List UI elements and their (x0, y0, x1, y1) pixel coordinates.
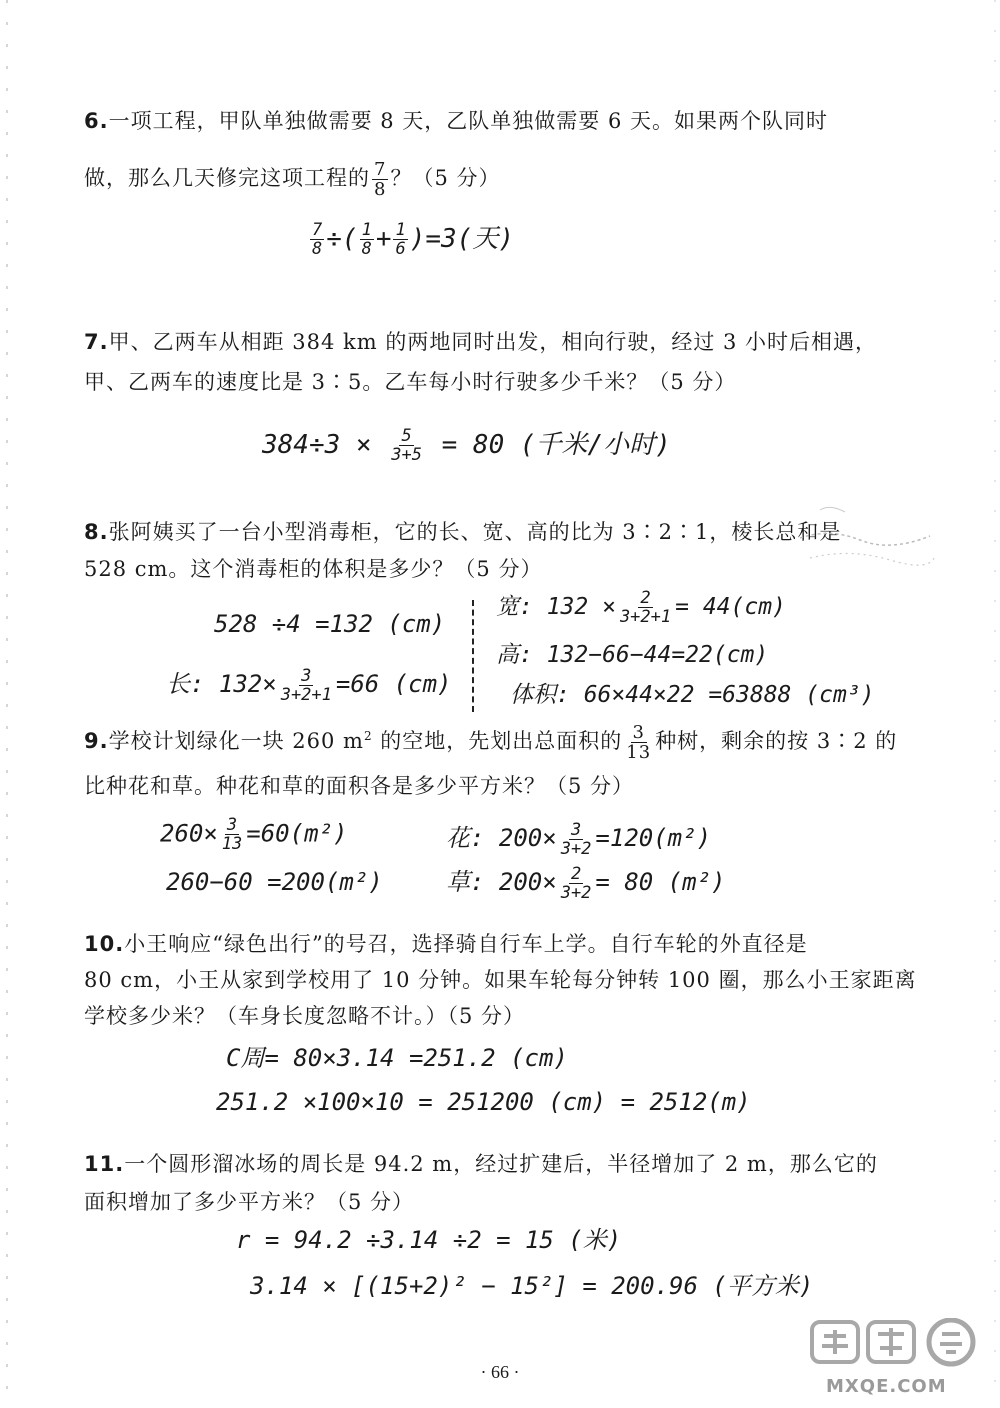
fraction-numerator: 3 (226, 815, 238, 835)
superscript: 2 (363, 729, 373, 743)
fraction-numerator: 7 (312, 220, 323, 240)
fraction-numerator: 3 (301, 665, 312, 686)
question-11-answer-radius: r = 94.2 ÷3.14 ÷2 = 15 (米) (236, 1226, 622, 1254)
answer-part: 384÷3 × (262, 430, 372, 460)
answer-result: = 80 (m²) (595, 868, 726, 896)
question-11-text-2: 面积增加了多少平方米？（5 分） (84, 1190, 415, 1214)
question-7-number: 7. (84, 330, 109, 354)
question-10-line-2 (84, 966, 924, 994)
question-8-answer-perimeter: 528 ÷4 =132 (cm) (214, 610, 446, 638)
question-8-answer-volume: 体积: 66×44×22 =63888 (cm³) (510, 682, 875, 708)
fraction-denominator: 13 (626, 742, 652, 763)
question-9-line-1 (84, 722, 924, 762)
answer-result: = 44(cm) (675, 594, 786, 620)
question-6-text: 一项工程，甲队单独做需要 8 天，乙队单独做需要 6 天。如果两个队同时 (108, 109, 829, 133)
question-9-number: 9. (84, 729, 109, 753)
fraction-denominator: 3+5 (391, 445, 422, 465)
fraction-numerator: 1 (395, 220, 406, 240)
question-8-text: 张阿姨买了一台小型消毒柜，它的长、宽、高的比为 3∶2∶1，棱长总和是 (108, 520, 842, 544)
fraction-numerator: 1 (361, 220, 372, 240)
question-11-number: 11. (84, 1152, 125, 1176)
question-7-text: 甲、乙两车从相距 384 km 的两地同时出发，相向行驶，经过 3 小时后相遇， (108, 330, 878, 354)
question-10-answer-circumference: C周= 80×3.14 =251.2 (cm) (226, 1044, 568, 1072)
question-9-text-mid: 的空地，先划出总面积的 (372, 729, 623, 753)
question-10-line-1 (84, 930, 924, 958)
answer-part: 长: 132× (166, 670, 277, 698)
fraction-denominator: 8 (312, 239, 323, 259)
pencil-scribble-mark (790, 498, 940, 578)
fraction-numerator: 5 (401, 426, 412, 446)
fraction-denominator: 6 (395, 239, 406, 259)
answer-result: = 80 (千米/小时) (441, 430, 671, 460)
answer-part: 宽: 132 × (496, 594, 616, 620)
answer-result: )=3(天) (409, 224, 514, 254)
answer-operator: + (375, 224, 392, 254)
question-6-text-2: 做，那么几天修完这项工程的 (84, 166, 370, 190)
fraction-numerator: 2 (570, 863, 582, 884)
fraction-denominator: 3+2 (560, 882, 592, 903)
question-6-number: 6. (84, 109, 109, 133)
answer-part: 草: 200× (446, 868, 557, 896)
question-9-text-post: 种树，剩余的按 3∶2 的 (655, 729, 898, 753)
question-10-line-3 (84, 1002, 924, 1030)
fraction-numerator: 3 (570, 819, 582, 840)
question-9-answer-trees (160, 816, 347, 853)
question-9-answer-grass (446, 862, 725, 902)
question-10-number: 10. (84, 932, 125, 956)
fraction-numerator: 3 (632, 722, 645, 743)
scan-edge-left (6, 0, 8, 1408)
question-9-text: 学校计划绿化一块 260 m (108, 729, 364, 753)
question-6-line-1 (84, 107, 924, 135)
question-10-text-3: 学校多少米？（车身长度忽略不计。）（5 分） (84, 1004, 526, 1028)
question-11-text: 一个圆形溜冰场的周长是 94.2 m，经过扩建后，半径增加了 2 m，那么它的 (124, 1152, 878, 1176)
answer-part: 260× (160, 819, 218, 848)
question-9-answer-remaining: 260−60 =200(m²) (166, 868, 383, 896)
question-6-fraction (372, 160, 388, 199)
answer-result: =120(m²) (595, 824, 712, 852)
page-number: · 66 · (480, 1362, 520, 1382)
question-10-text-2: 80 cm，小王从家到学校用了 10 分钟。如果车轮每分钟转 100 圈，那么小王家距离 (84, 968, 917, 992)
fraction-denominator: 3+2 (560, 838, 592, 859)
question-6-line-2 (84, 160, 924, 199)
question-6-answer (308, 218, 514, 258)
fraction-denominator: 3+2+1 (619, 607, 672, 627)
question-6-score: ？（5 分） (390, 166, 501, 190)
fraction-denominator: 8 (374, 179, 387, 200)
answer-operator: ÷( (326, 224, 358, 254)
question-8-number: 8. (84, 520, 109, 544)
question-8-answer-width (496, 588, 786, 626)
fraction-numerator: 2 (640, 588, 651, 608)
question-7-answer (262, 424, 671, 464)
watermark-text: MXQE.COM (826, 1376, 947, 1397)
answer-divider (472, 600, 474, 712)
fraction-denominator: 3+2+1 (280, 684, 332, 705)
question-9-text-2: 比种花和草。种花和草的面积各是多少平方米？（5 分） (84, 774, 635, 798)
answer-result: =66 (cm) (335, 670, 452, 698)
question-9-line-2 (84, 772, 924, 800)
question-7-line-1 (84, 328, 924, 356)
question-10-answer-distance: 251.2 ×100×10 = 251200 (cm) = 2512(m) (216, 1088, 751, 1116)
question-8-answer-length (166, 664, 451, 704)
question-11-answer-area: 3.14 × [(15+2)² − 15²] = 200.96 (平方米) (250, 1272, 814, 1300)
fraction-denominator: 13 (221, 834, 243, 854)
question-9-answer-flowers (446, 818, 711, 858)
fraction-denominator: 8 (361, 239, 372, 259)
question-8-text-2: 528 cm。这个消毒柜的体积是多少？（5 分） (84, 557, 543, 581)
question-8-answer-height: 高: 132−66−44=22(cm) (496, 642, 769, 668)
question-10-text: 小王响应“绿色出行”的号召，选择骑自行车上学。自行车轮的外直径是 (124, 932, 808, 956)
scan-edge-right (994, 0, 996, 1408)
question-7-text-2: 甲、乙两车的速度比是 3∶5。乙车每小时行驶多少千米？（5 分） (84, 370, 737, 394)
question-11-line-1 (84, 1150, 924, 1178)
fraction-numerator: 7 (374, 159, 387, 180)
question-9-fraction (624, 723, 653, 762)
question-7-line-2 (84, 368, 924, 396)
question-11-line-2 (84, 1188, 924, 1216)
answer-result: =60(m²) (246, 819, 348, 848)
answer-part: 花: 200× (446, 824, 557, 852)
